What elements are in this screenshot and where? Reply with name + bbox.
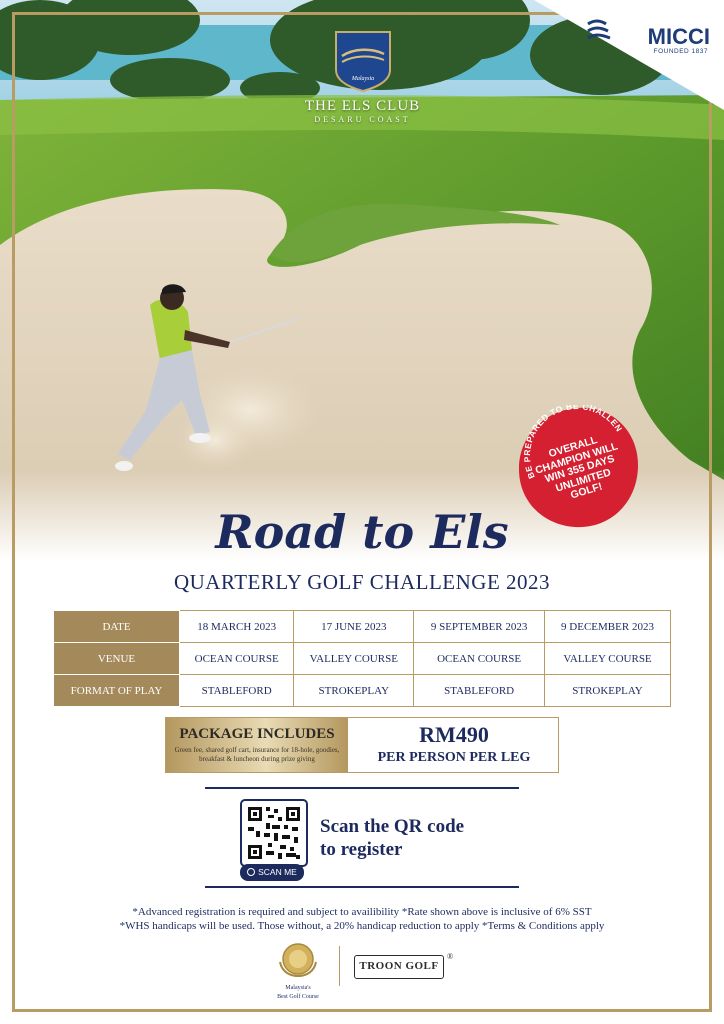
award-laurel-icon	[276, 940, 320, 978]
micci-sponsor-logo	[534, 0, 724, 110]
table-cell: VALLEY COURSE	[545, 643, 671, 675]
badge-prize-text: OVERALL CHAMPION WILL WIN 355 DAYS UNLIMITED GOLF!	[533, 433, 620, 502]
divider-bottom	[205, 886, 519, 888]
schedule-table	[53, 610, 671, 707]
table-cell: STABLEFORD	[414, 675, 545, 707]
package-price-unit: PER PERSON PER LEG	[377, 750, 531, 765]
table-cell: 9 SEPTEMBER 2023	[414, 611, 545, 643]
event-title: Road to Els	[215, 505, 509, 559]
row-header-date: DATE	[54, 611, 180, 643]
award-caption-1: Malaysia's	[285, 985, 311, 991]
svg-text:Malaysia: Malaysia	[351, 76, 374, 82]
els-club-logo	[285, 30, 440, 124]
package-price: RM490	[419, 722, 489, 747]
micci-name: MICCI	[647, 24, 710, 49]
registration-qr-code[interactable]	[240, 799, 308, 867]
els-club-crest-icon	[334, 30, 392, 92]
row-header-venue: VENUE	[54, 643, 180, 675]
footer-note-2: *WHS handicaps will be used. Those without, a 20% handicap reduction to apply *Terms & Conditions apply	[119, 920, 605, 932]
qr-line-1: Scan the QR code	[320, 816, 465, 837]
table-cell: OCEAN COURSE	[180, 643, 294, 675]
table-cell: STROKEPLAY	[294, 675, 414, 707]
table-cell: 18 MARCH 2023	[180, 611, 294, 643]
package-box	[165, 717, 559, 773]
club-name: THE ELS CLUB	[304, 98, 421, 114]
qr-line-2: to register	[320, 839, 403, 860]
scan-icon	[247, 868, 255, 876]
world-golf-award-logo	[268, 940, 328, 1000]
footer-note-1: *Advanced registration is required and subject to availibility *Rate shown above is inclusive of 6% SST	[132, 906, 592, 918]
club-location: DESARU COAST	[314, 115, 411, 124]
footer-divider	[339, 946, 340, 986]
table-cell: 17 JUNE 2023	[294, 611, 414, 643]
micci-wave-icon	[586, 18, 616, 46]
table-cell: VALLEY COURSE	[294, 643, 414, 675]
table-cell: STROKEPLAY	[545, 675, 671, 707]
qr-code-icon	[244, 803, 304, 863]
row-header-format: FORMAT OF PLAY	[54, 675, 180, 707]
troon-golf-logo: TROON GOLF	[354, 955, 444, 979]
qr-instructions	[320, 815, 510, 861]
table-cell: 9 DECEMBER 2023	[545, 611, 671, 643]
champion-badge	[515, 405, 641, 531]
table-row	[54, 611, 671, 643]
scan-me-text: SCAN ME	[258, 867, 297, 877]
award-caption-2: Best Golf Course	[277, 993, 319, 1000]
table-row	[54, 675, 671, 707]
table-cell: STABLEFORD	[180, 675, 294, 707]
micci-founded: FOUNDED 1837	[653, 48, 708, 55]
package-title: PACKAGE INCLUDES	[179, 726, 335, 742]
event-subtitle: QUARTERLY GOLF CHALLENGE 2023	[173, 570, 551, 594]
registered-mark: ®	[447, 952, 454, 961]
package-description: Green fee, shared golf cart, insurance for 18-hole, goodies, breakfast & luncheon during prize giving	[174, 746, 340, 763]
scan-me-label	[240, 864, 304, 881]
table-cell: OCEAN COURSE	[414, 643, 545, 675]
table-row	[54, 643, 671, 675]
badge-tagline: BE PREPARED TO BE CHALLEN	[521, 405, 625, 481]
divider-top	[205, 787, 519, 789]
